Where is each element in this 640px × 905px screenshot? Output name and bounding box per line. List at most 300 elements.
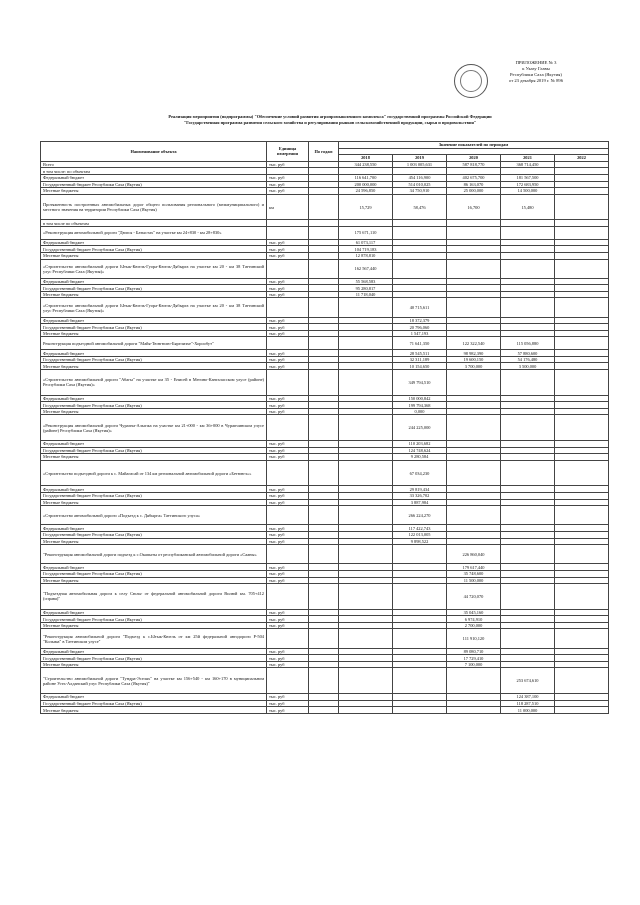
cell-object-name: Федеральный бюджет	[41, 648, 267, 655]
cell-value	[555, 188, 609, 195]
table-row	[41, 694, 609, 701]
table-row	[41, 622, 609, 629]
cell-value	[555, 168, 609, 175]
cell-unit: тыс. руб	[267, 239, 309, 246]
cell-unit: тыс. руб	[267, 564, 309, 571]
cell-value	[447, 538, 501, 545]
cell-object-name: Федеральный бюджет	[41, 564, 267, 571]
cell-object-name: Федеральный бюджет	[41, 278, 267, 285]
cell-unit	[267, 668, 309, 694]
cell-value: 61 073,117	[339, 239, 393, 246]
table-row	[41, 317, 609, 324]
cell-object-name: Местные бюджеты	[41, 408, 267, 415]
cell-object-name: Федеральный бюджет	[41, 395, 267, 402]
table-row	[41, 661, 609, 668]
table-row	[41, 655, 609, 662]
cell-unit	[267, 545, 309, 564]
cell-value: 226 860,040	[447, 545, 501, 564]
cell-value	[447, 395, 501, 402]
cell-unit: тыс. руб	[267, 402, 309, 409]
cell-unit: тыс. руб	[267, 317, 309, 324]
cell-value	[393, 278, 447, 285]
cell-value	[501, 506, 555, 525]
cell-value	[501, 298, 555, 317]
cell-value	[501, 441, 555, 448]
cell-value	[501, 395, 555, 402]
cell-by-years	[309, 259, 339, 278]
cell-object-name: Федеральный бюджет	[41, 239, 267, 246]
cell-value	[555, 531, 609, 538]
cell-value	[555, 259, 609, 278]
cell-object-name: Государственный бюджет Республики Саха (Якутия)	[41, 285, 267, 292]
cell-object-name: Местные бюджеты	[41, 454, 267, 461]
cell-value: 0,000	[393, 408, 447, 415]
cell-value: 44 720,070	[447, 584, 501, 610]
cell-object-name: Местные бюджеты	[41, 499, 267, 506]
cell-object-name: Государственный бюджет Республики Саха (Якутия)	[41, 402, 267, 409]
cell-value	[393, 570, 447, 577]
cell-by-years	[309, 564, 339, 571]
cell-by-years	[309, 278, 339, 285]
cell-value: 116 641,700	[339, 174, 393, 181]
cell-value	[339, 298, 393, 317]
table-row	[41, 298, 609, 317]
cell-object-name: Местные бюджеты	[41, 661, 267, 668]
cell-object-name: Государственный бюджет Республики Саха (Якутия)	[41, 700, 267, 707]
cell-unit: тыс. руб	[267, 350, 309, 357]
table-row	[41, 395, 609, 402]
cell-value	[501, 252, 555, 259]
cell-object-name: Федеральный бюджет	[41, 694, 267, 701]
table-row	[41, 506, 609, 525]
cell-value	[501, 324, 555, 331]
cell-value	[447, 317, 501, 324]
cell-value	[555, 330, 609, 337]
cell-value	[393, 285, 447, 292]
cell-value: 454 116,900	[393, 174, 447, 181]
cell-unit: тыс. руб	[267, 454, 309, 461]
cell-by-years	[309, 454, 339, 461]
cell-by-years	[309, 350, 339, 357]
cell-value	[393, 246, 447, 253]
cell-value: 57 880,600	[501, 350, 555, 357]
cell-value	[501, 648, 555, 655]
cell-value	[501, 499, 555, 506]
cell-value: 18 372,379	[393, 317, 447, 324]
cell-value	[447, 408, 501, 415]
cell-by-years	[309, 330, 339, 337]
cell-object-name: «Реконструкция автомобильной дороги Чурапча-Алыгжа на участке км 21+000 - км 36+000 в Чурапчинском улусе (районе) Республики Саха (Якутия)»	[41, 415, 267, 441]
cell-value: 253 674,610	[501, 668, 555, 694]
table-row	[41, 454, 609, 461]
cell-value	[501, 538, 555, 545]
cell-value	[393, 629, 447, 648]
cell-value: 89 080,710	[447, 648, 501, 655]
cell-value	[501, 609, 555, 616]
cell-value: 35 045,160	[447, 609, 501, 616]
cell-by-years	[309, 616, 339, 623]
cell-object-name: Местные бюджеты	[41, 622, 267, 629]
cell-value	[555, 298, 609, 317]
cell-value	[339, 168, 393, 175]
cell-unit: тыс. руб	[267, 246, 309, 253]
cell-value	[555, 486, 609, 493]
cell-value: 34 750,910	[393, 188, 447, 195]
cell-object-name: Местные бюджеты	[41, 188, 267, 195]
appendix-line: ПРИЛОЖЕНИЕ № 3	[515, 60, 557, 65]
cell-value	[339, 661, 393, 668]
cell-value: 67 034,230	[393, 460, 447, 486]
table-row	[41, 246, 609, 253]
header-year: 2018	[339, 155, 393, 162]
cell-value: 10 154,650	[393, 363, 447, 370]
cell-object-name: Местные бюджеты	[41, 291, 267, 298]
cell-unit: тыс. руб	[267, 661, 309, 668]
cell-value	[555, 648, 609, 655]
cell-value	[501, 525, 555, 532]
cell-value	[555, 402, 609, 409]
cell-by-years	[309, 609, 339, 616]
cell-value: 2 700,000	[447, 622, 501, 629]
cell-value	[555, 285, 609, 292]
cell-unit: тыс. руб	[267, 285, 309, 292]
cell-by-years	[309, 363, 339, 370]
cell-value: 58,476	[393, 194, 447, 220]
cell-value	[555, 350, 609, 357]
cell-value	[339, 531, 393, 538]
cell-value: 402 675,700	[447, 174, 501, 181]
cell-unit	[267, 506, 309, 525]
cell-by-years	[309, 441, 339, 448]
cell-value: 118 287,510	[501, 700, 555, 707]
cell-value	[447, 707, 501, 714]
cell-value: 266 224,270	[393, 506, 447, 525]
cell-value	[555, 356, 609, 363]
cell-unit: тыс. руб	[267, 291, 309, 298]
cell-value: 3 500,000	[501, 363, 555, 370]
cell-by-years	[309, 525, 339, 532]
cell-by-years	[309, 337, 339, 350]
cell-object-name: «Реконструкция автомобильной дороги "Дюпся - Батыстах" на участке км 24+830 - км 28+830»	[41, 226, 267, 239]
cell-object-name: "Строительство автомобильной дороги "Тундра-Эселях" на участке км 156+540 - км 160+170 в муниципальном районе Усть-Алданский улус Республики Саха (Якутия)"	[41, 668, 267, 694]
table-row	[41, 564, 609, 571]
cell-value	[501, 168, 555, 175]
cell-value	[393, 584, 447, 610]
cell-object-name: Реконструкция подъездной автомобильной дороги "Майя-Тюнгюлю-Бярелиэхе"-Хорообут"	[41, 337, 267, 350]
cell-value: 11 500,000	[447, 577, 501, 584]
cell-value	[501, 447, 555, 454]
cell-value	[501, 577, 555, 584]
cell-value: 172 683,950	[501, 181, 555, 188]
cell-value: 244 225,000	[393, 415, 447, 441]
cell-value	[339, 324, 393, 331]
cell-value	[447, 370, 501, 396]
cell-by-years	[309, 415, 339, 441]
cell-value	[501, 370, 555, 396]
table-row	[41, 538, 609, 545]
cell-value	[555, 700, 609, 707]
cell-unit: тыс. руб	[267, 330, 309, 337]
cell-value	[501, 661, 555, 668]
table-row	[41, 168, 609, 175]
cell-unit: тыс. руб	[267, 648, 309, 655]
cell-value	[447, 168, 501, 175]
cell-value	[555, 707, 609, 714]
table-row	[41, 252, 609, 259]
cell-object-name: Федеральный бюджет	[41, 609, 267, 616]
cell-by-years	[309, 538, 339, 545]
cell-object-name: Федеральный бюджет	[41, 350, 267, 357]
cell-value	[339, 538, 393, 545]
cell-value: 86 163,070	[447, 181, 501, 188]
cell-unit: тыс. руб	[267, 408, 309, 415]
cell-value	[339, 506, 393, 525]
cell-by-years	[309, 447, 339, 454]
cell-object-name: «Строительство автомобильной дороги Ытык-Кюель-Гуора-Кюель-Дябырга на участке км 20 - км 38 Таттинский улус Республики Саха (Якутия)»	[41, 259, 267, 278]
cell-value	[555, 252, 609, 259]
cell-value	[339, 408, 393, 415]
cell-by-years	[309, 298, 339, 317]
cell-value: 3 887,984	[393, 499, 447, 506]
cell-by-years	[309, 252, 339, 259]
table-row	[41, 415, 609, 441]
cell-value: 55 568,583	[339, 278, 393, 285]
cell-value	[555, 441, 609, 448]
table-row	[41, 278, 609, 285]
cell-value	[501, 239, 555, 246]
cell-value: 1 003 005,631	[393, 161, 447, 168]
cell-object-name: Государственный бюджет Республики Саха (Якутия)	[41, 655, 267, 662]
cell-value	[501, 564, 555, 571]
table-row	[41, 220, 609, 227]
cell-value: 20 796,060	[393, 324, 447, 331]
table-row	[41, 616, 609, 623]
cell-value	[447, 486, 501, 493]
cell-value	[501, 454, 555, 461]
cell-value	[555, 499, 609, 506]
cell-value	[501, 415, 555, 441]
cell-value	[339, 415, 393, 441]
cell-by-years	[309, 492, 339, 499]
cell-object-name: Местные бюджеты	[41, 577, 267, 584]
cell-object-name: в том числе: по объектам	[41, 168, 267, 175]
cell-value	[339, 441, 393, 448]
cell-by-years	[309, 188, 339, 195]
cell-unit: тыс. руб	[267, 531, 309, 538]
cell-unit: тыс. руб	[267, 363, 309, 370]
cell-by-years	[309, 545, 339, 564]
cell-value: 19 600,150	[447, 356, 501, 363]
cell-value	[555, 291, 609, 298]
cell-value	[555, 161, 609, 168]
cell-unit: тыс. руб	[267, 577, 309, 584]
document-title: Реализация мероприятия (подпрограммы) "Обеспечение условий развития агропромышленного комплекса" государственной программы Российской Федерации "Государственная программа развития сельского хозяйства и регулирования рынков сельскохозяйственной продукции, сырья и продовольствия"	[168, 114, 492, 125]
cell-by-years	[309, 694, 339, 701]
cell-value	[393, 609, 447, 616]
cell-object-name: Всего	[41, 161, 267, 168]
cell-value	[393, 655, 447, 662]
cell-object-name: Государственный бюджет Республики Саха (Якутия)	[41, 181, 267, 188]
cell-value	[555, 415, 609, 441]
cell-value	[393, 648, 447, 655]
cell-by-years	[309, 629, 339, 648]
cell-value	[447, 694, 501, 701]
cell-value	[501, 570, 555, 577]
cell-value	[339, 492, 393, 499]
cell-by-years	[309, 370, 339, 396]
cell-value: 35 748,600	[447, 570, 501, 577]
cell-value	[339, 395, 393, 402]
cell-by-years	[309, 499, 339, 506]
cell-unit: тыс. руб	[267, 492, 309, 499]
cell-value	[339, 668, 393, 694]
cell-value	[447, 239, 501, 246]
cell-value: 124 748,624	[393, 447, 447, 454]
table-row	[41, 584, 609, 610]
cell-unit: тыс. руб	[267, 395, 309, 402]
cell-value: 32 311,189	[393, 356, 447, 363]
cell-value: 33 326,702	[393, 492, 447, 499]
cell-value	[555, 408, 609, 415]
cell-by-years	[309, 226, 339, 239]
cell-value	[555, 622, 609, 629]
cell-value	[555, 655, 609, 662]
table-row	[41, 291, 609, 298]
cell-value: 29 819,434	[393, 486, 447, 493]
cell-value: 181 567,500	[501, 174, 555, 181]
cell-object-name: Государственный бюджет Республики Саха (Якутия)	[41, 531, 267, 538]
cell-value	[555, 460, 609, 486]
cell-value	[393, 291, 447, 298]
cell-value	[501, 278, 555, 285]
table-row	[41, 324, 609, 331]
table-row	[41, 350, 609, 357]
cell-object-name: «Строительство автомобильной дороги «Подъезд к с. Дябырга» Таттинского улуса»	[41, 506, 267, 525]
cell-value: 54 176,480	[501, 356, 555, 363]
cell-value	[501, 402, 555, 409]
cell-value	[339, 570, 393, 577]
cell-value	[339, 337, 393, 350]
cell-value	[501, 622, 555, 629]
cell-unit: тыс. руб	[267, 499, 309, 506]
cell-value: 587 818,770	[447, 161, 501, 168]
cell-value: 117 422,743	[393, 525, 447, 532]
cell-value	[339, 648, 393, 655]
cell-object-name: "Подъездная автомобильная дорога к селу Сюльг от федеральной автомобильной дороги Вилюй км. 705+412 (справа)"	[41, 584, 267, 610]
cell-value	[393, 239, 447, 246]
cell-value	[393, 564, 447, 571]
cell-value	[555, 570, 609, 577]
cell-value	[555, 447, 609, 454]
appendix-header	[476, 60, 596, 84]
cell-value	[393, 252, 447, 259]
table-row	[41, 648, 609, 655]
appendix-line: к Указу Главы	[522, 66, 550, 71]
cell-unit: тыс. руб	[267, 161, 309, 168]
cell-object-name: Федеральный бюджет	[41, 441, 267, 448]
cell-value	[555, 538, 609, 545]
cell-value	[339, 486, 393, 493]
cell-value: 110 203,682	[393, 441, 447, 448]
cell-by-years	[309, 486, 339, 493]
table-row	[41, 531, 609, 538]
cell-object-name: Государственный бюджет Республики Саха (Якутия)	[41, 447, 267, 454]
cell-object-name: Местные бюджеты	[41, 330, 267, 337]
cell-value	[339, 577, 393, 584]
header-year: 2019	[393, 155, 447, 162]
cell-value	[501, 285, 555, 292]
table-row	[41, 259, 609, 278]
cell-value	[339, 545, 393, 564]
cell-value: 98 982,390	[447, 350, 501, 357]
cell-by-years	[309, 194, 339, 220]
cell-unit: тыс. руб	[267, 441, 309, 448]
cell-object-name: Государственный бюджет Республики Саха (Якутия)	[41, 246, 267, 253]
cell-value	[393, 545, 447, 564]
cell-value	[501, 584, 555, 610]
cell-value	[501, 291, 555, 298]
budget-table	[40, 141, 609, 714]
cell-value	[393, 616, 447, 623]
cell-value: 122 322,540	[447, 337, 501, 350]
cell-unit	[267, 220, 309, 227]
cell-object-name: в том числе по объектам	[41, 220, 267, 227]
table-row	[41, 402, 609, 409]
cell-value	[555, 564, 609, 571]
cell-value	[447, 525, 501, 532]
cell-value: 9 280,584	[393, 454, 447, 461]
cell-value	[393, 661, 447, 668]
cell-unit: тыс. руб	[267, 538, 309, 545]
cell-unit: тыс. руб	[267, 447, 309, 454]
cell-unit	[267, 629, 309, 648]
cell-value	[447, 226, 501, 239]
cell-value: 24 596,850	[339, 188, 393, 195]
cell-value	[555, 194, 609, 220]
cell-value	[339, 616, 393, 623]
cell-by-years	[309, 648, 339, 655]
table-row	[41, 181, 609, 188]
cell-value: 15,729	[339, 194, 393, 220]
cell-by-years	[309, 246, 339, 253]
cell-by-years	[309, 395, 339, 402]
cell-by-years	[309, 324, 339, 331]
cell-value	[555, 545, 609, 564]
cell-object-name: Местные бюджеты	[41, 363, 267, 370]
table-row	[41, 161, 609, 168]
cell-unit: тыс. руб	[267, 174, 309, 181]
cell-value	[447, 259, 501, 278]
cell-value	[555, 246, 609, 253]
cell-by-years	[309, 460, 339, 486]
cell-value	[501, 629, 555, 648]
cell-by-years	[309, 506, 339, 525]
cell-value	[339, 402, 393, 409]
cell-value	[393, 700, 447, 707]
cell-value	[555, 324, 609, 331]
table-row	[41, 194, 609, 220]
table-row	[41, 570, 609, 577]
cell-by-years	[309, 402, 339, 409]
cell-value	[555, 584, 609, 610]
header-spacer	[339, 148, 609, 155]
cell-value	[501, 246, 555, 253]
cell-by-years	[309, 291, 339, 298]
table-row	[41, 239, 609, 246]
cell-unit: тыс. руб	[267, 324, 309, 331]
cell-unit: тыс. руб	[267, 252, 309, 259]
cell-by-years	[309, 577, 339, 584]
